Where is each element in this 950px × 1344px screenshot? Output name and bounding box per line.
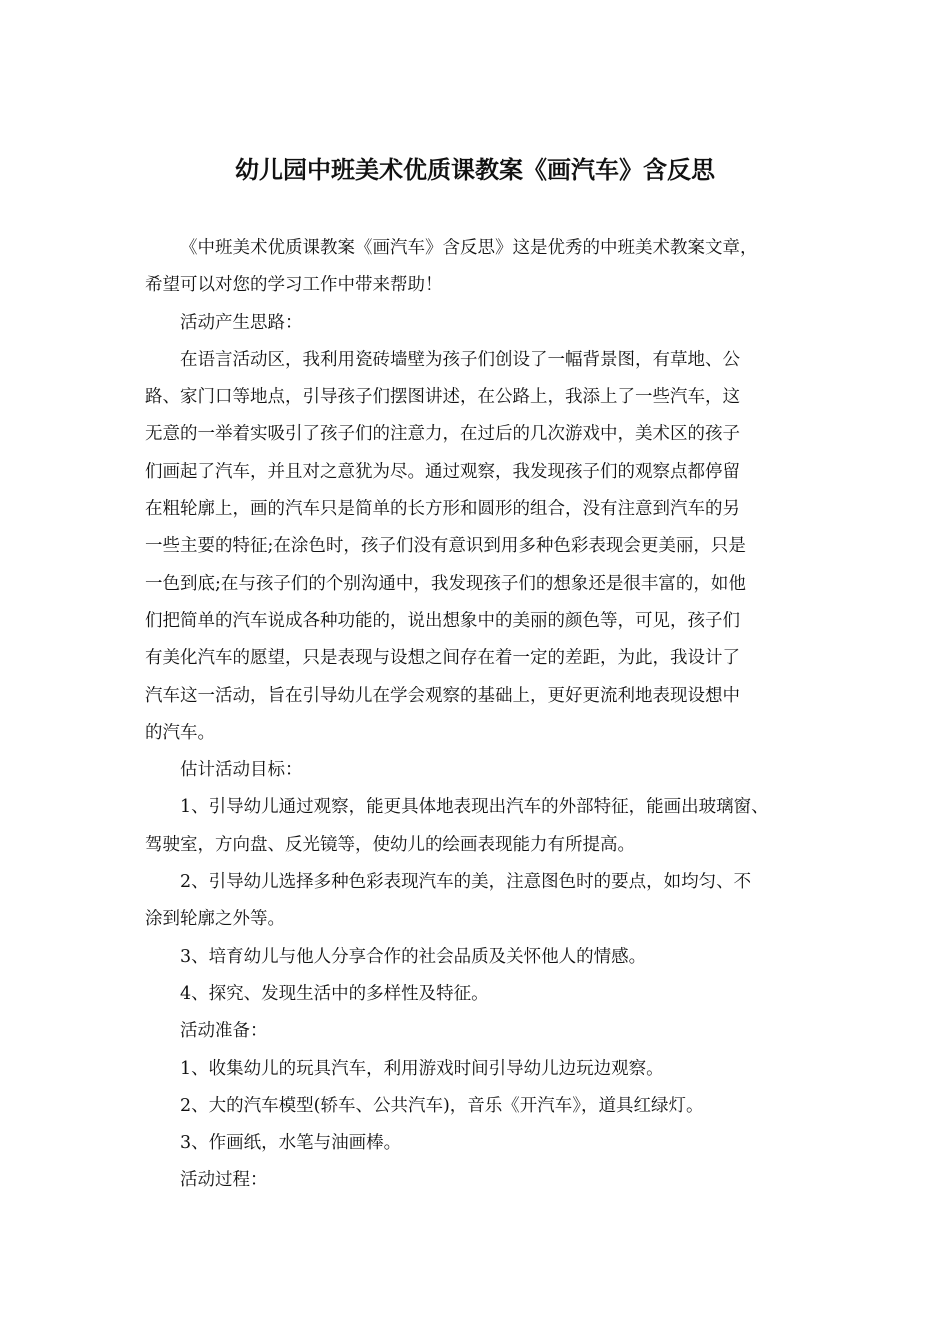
section-heading-goals (145, 752, 815, 789)
section-heading-idea (145, 305, 815, 342)
paragraph-line: 们把简单的汽车说成各种功能的，说出想象中的美丽的颜色等，可见，孩子们 (145, 610, 740, 631)
section-heading-preparation (145, 1013, 815, 1050)
paragraph-line: 无意的一举着实吸引了孩子们的注意力，在过后的几次游戏中，美术区的孩子 (145, 424, 740, 445)
paragraph-line: 1、收集幼儿的玩具汽车，利用游戏时间引导幼儿边玩边观察。 (180, 1058, 664, 1079)
paragraph-line: 希望可以对您的学习工作中带来帮助！ (145, 275, 443, 296)
goal-item-1 (145, 789, 815, 864)
preparation-item-3 (145, 1125, 815, 1162)
paragraph-line: 的汽车。 (145, 722, 215, 743)
paragraph-line: 1、引导幼儿通过观察，能更具体地表现出汽车的外部特征，能画出玻璃窗、 (180, 797, 769, 818)
paragraph-line: 活动准备： (180, 1021, 268, 1042)
paragraph-intro (145, 230, 815, 305)
paragraph-line: 一色到底;在与孩子们的个别沟通中，我发现孩子们的想象还是很丰富的，如他 (145, 573, 746, 594)
paragraph-line: 2、大的汽车模型(轿车、公共汽车)，音乐《开汽车》，道具红绿灯。 (180, 1095, 704, 1116)
paragraph-line: 驾驶室，方向盘、反光镜等，使幼儿的绘画表现能力有所提高。 (145, 834, 635, 855)
section-heading-process (145, 1162, 815, 1199)
paragraph-line: 4、探究、发现生活中的多样性及特征。 (180, 983, 489, 1004)
paragraph-idea (145, 342, 815, 752)
paragraph-line: 路、家门口等地点，引导孩子们摆图讲述，在公路上，我添上了一些汽车，这 (145, 387, 740, 408)
document-body (145, 230, 815, 1200)
paragraph-line: 3、培育幼儿与他人分享合作的社会品质及关怀他人的情感。 (180, 946, 647, 967)
paragraph-line: 《中班美术优质课教案《画汽车》含反思》这是优秀的中班美术教案文章， (180, 238, 758, 258)
goal-item-2 (145, 864, 815, 939)
paragraph-line: 有美化汽车的愿望，只是表现与设想之间存在着一定的差距，为此，我设计了 (145, 648, 740, 669)
paragraph-line: 活动产生思路： (180, 312, 303, 333)
paragraph-line: 们画起了汽车，并且对之意犹为尽。通过观察，我发现孩子们的观察点都停留 (145, 461, 740, 482)
paragraph-line: 在粗轮廓上，画的汽车只是简单的长方形和圆形的组合，没有注意到汽车的另 (145, 499, 740, 520)
paragraph-line: 估计活动目标： (180, 760, 303, 781)
paragraph-line: 一些主要的特征;在涂色时，孩子们没有意识到用多种色彩表现会更美丽，只是 (145, 536, 746, 557)
paragraph-line: 汽车这一活动，旨在引导幼儿在学会观察的基础上，更好更流利地表现设想中 (145, 685, 740, 706)
paragraph-line: 涂到轮廓之外等。 (145, 909, 285, 930)
paragraph-line: 3、作画纸，水笔与油画棒。 (180, 1133, 402, 1154)
goal-item-3 (145, 939, 815, 976)
page-title: 幼儿园中班美术优质课教案《画汽车》含反思 (235, 156, 715, 184)
paragraph-line: 活动过程： (180, 1170, 268, 1191)
paragraph-line: 在语言活动区，我利用瓷砖墙壁为孩子们创设了一幅背景图，有草地、公 (180, 349, 740, 370)
goal-item-4 (145, 976, 815, 1013)
preparation-item-1 (145, 1051, 815, 1088)
paragraph-line: 2、引导幼儿选择多种色彩表现汽车的美，注意图色时的要点，如均匀、不 (180, 872, 752, 893)
preparation-item-2 (145, 1088, 815, 1125)
